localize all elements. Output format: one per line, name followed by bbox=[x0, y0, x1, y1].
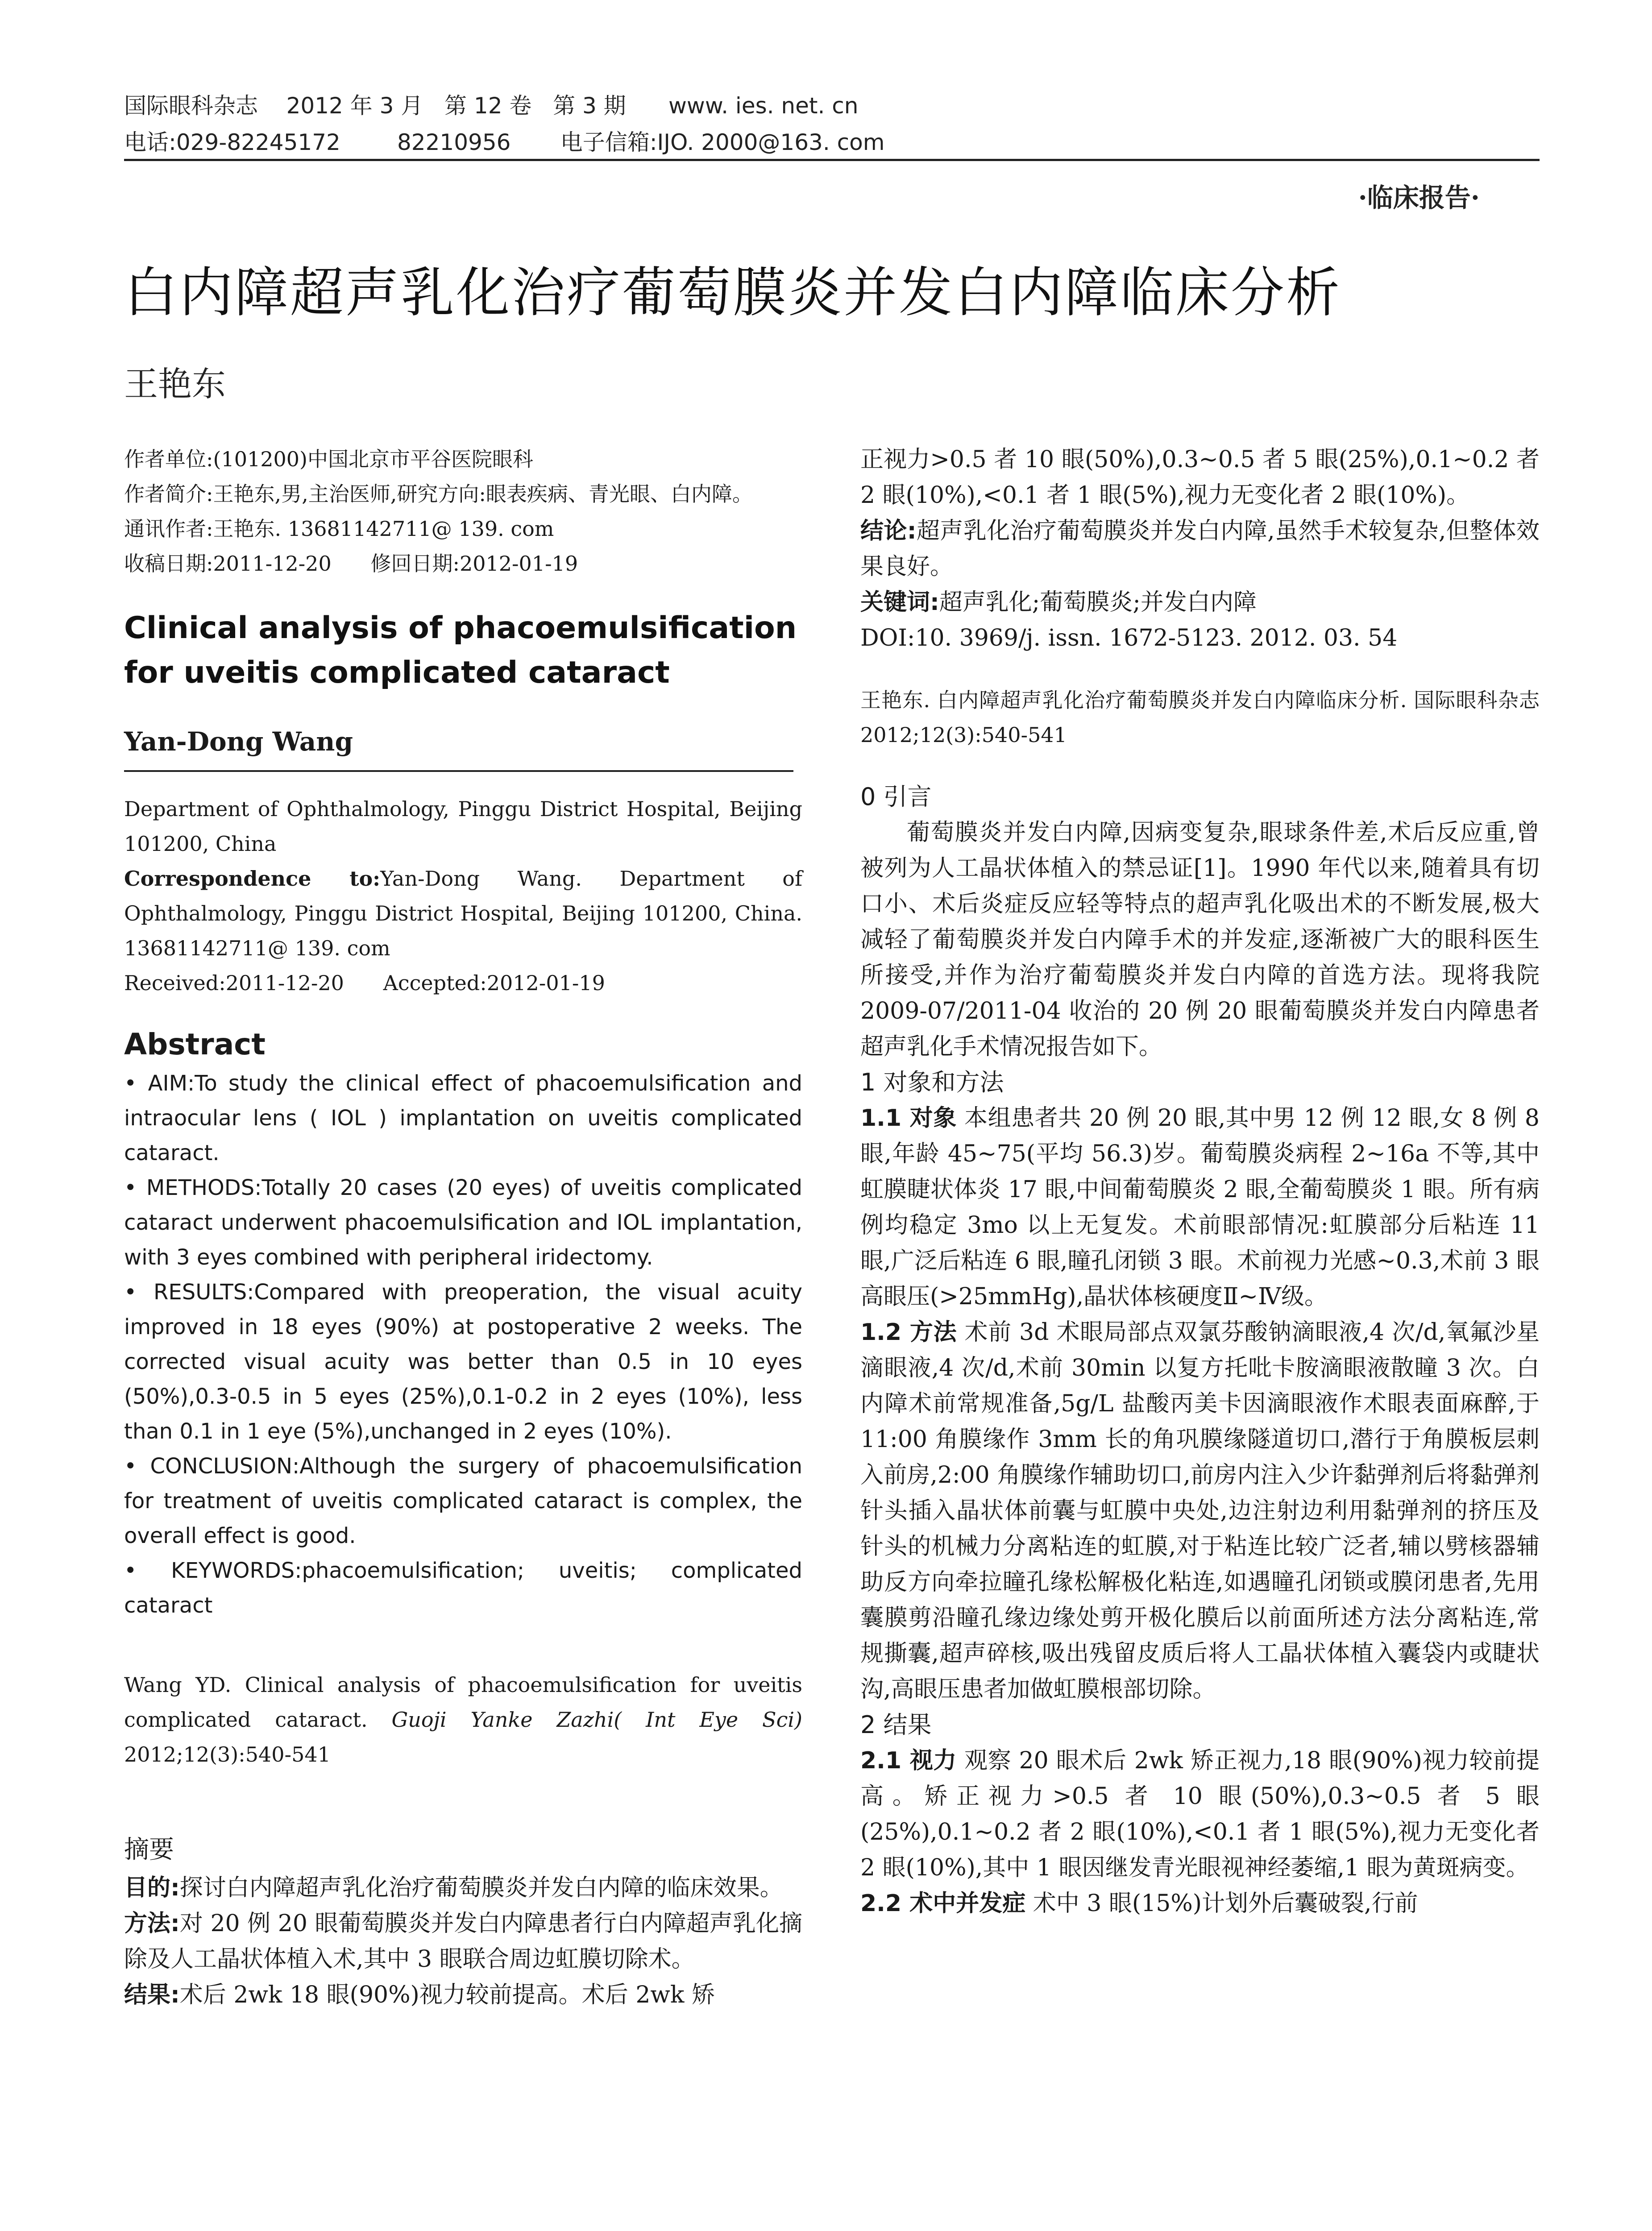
citation-en-journal: Guoji Yanke Zazhi( Int Eye Sci) bbox=[391, 1708, 802, 1732]
affiliation-en: Department of Ophthalmology, Pinggu District Hospital, Beijing 101200, China bbox=[124, 797, 802, 856]
zh-results-b: 正视力>0.5 者 10 眼(50%),0.3~0.5 者 5 眼(25%),0.1~0.2 者 2 眼(10%),<0.1 者 1 眼(5%),视力无变化者 2 眼(10%)。 bbox=[860, 446, 1540, 509]
left-column bbox=[124, 442, 802, 2013]
header-line-2: 电话:029-82245172 82210956 电子信箱:IJO. 2000@163. com bbox=[124, 129, 885, 155]
abstract-conclusion: • CONCLUSION:Although the surgery of phacoemulsification for treatment of uveitis complicated cataract is complex, the overall effect is good. bbox=[124, 1454, 802, 1548]
zh-keywords-text: 超声乳化;葡萄膜炎;并发白内障 bbox=[939, 589, 1257, 616]
author-rule bbox=[124, 770, 793, 772]
corresponding-author: 通讯作者:王艳东. 13681142711@ 139. com bbox=[124, 517, 554, 541]
section-2-2 bbox=[860, 1886, 1540, 1921]
received-dates: 收稿日期:2011-12-20 修回日期:2012-01-19 bbox=[124, 552, 578, 576]
zh-methods-label: 方法: bbox=[124, 1910, 180, 1937]
zh-results-label: 结果: bbox=[124, 1982, 180, 2008]
zh-methods-text: 对 20 例 20 眼葡萄膜炎并发白内障患者行白内障超声乳化摘除及人工晶状体植入术,其中 3 眼联合周边虹膜切除术。 bbox=[124, 1910, 802, 1973]
citation-en-text: Wang YD. Clinical analysis of phacoemulsification for uveitis complicated cataract. bbox=[124, 1673, 802, 1732]
zh-conclusion-label: 结论: bbox=[860, 518, 917, 544]
doi: DOI:10. 3969/j. issn. 1672-5123. 2012. 03. 54 bbox=[860, 625, 1398, 651]
zh-conclusion-text: 超声乳化治疗葡萄膜炎并发白内障,虽然手术较复杂,但整体效果良好。 bbox=[860, 518, 1540, 580]
citation-en bbox=[124, 1667, 802, 1772]
dates-en: Received:2011-12-20 Accepted:2012-01-19 bbox=[124, 971, 605, 995]
section-2-heading: 2 结果 bbox=[860, 1711, 932, 1739]
author-bio: 作者简介:王艳东,男,主治医师,研究方向:眼表疾病、青光眼、白内障。 bbox=[124, 482, 753, 506]
section-2-1-text: 观察 20 眼术后 2wk 矫正视力,18 眼(90%)视力较前提高。矫正视力>0.5 者 10 眼(50%),0.3~0.5 者 5 眼(25%),0.1~0.2 者 2 眼(10%),<0.1 者 1 眼(5%),视力无变化者 2 眼(10%),其中 1 眼因继发青光眼视神经萎缩,1 眼为黄斑病变。 bbox=[860, 1747, 1540, 1881]
abstract-heading: Abstract bbox=[124, 1027, 266, 1062]
section-1-1 bbox=[860, 1100, 1540, 1315]
section-0-paragraph: 葡萄膜炎并发白内障,因病变复杂,眼球条件差,术后反应重,曾被列为人工晶状体植入的禁忌证[1]。1990 年代以来,随着具有切口小、术后炎症反应轻等特点的超声乳化吸出术的不断发展,极大减轻了葡萄膜炎并发白内障手术的并发症,逐渐被广大的眼科医生所接受,并作为治疗葡萄膜炎并发白内障的首选方法。现将我院 2009-07/2011-04 收治的 20 例 20 眼葡萄膜炎并发白内障患者超声乳化手术情况报告如下。 bbox=[860, 819, 1540, 1060]
author-cn: 王艳东 bbox=[124, 364, 226, 404]
article-title-cn: 白内障超声乳化治疗葡萄膜炎并发白内障临床分析 bbox=[124, 262, 1341, 324]
section-1-2-label: 1.2 方法 bbox=[860, 1319, 957, 1346]
citation-en-volume: 2012;12(3):540-541 bbox=[124, 1742, 331, 1767]
article-title-en: Clinical analysis of phacoemulsification for uveitis complicated cataract bbox=[124, 610, 797, 690]
correspondence-label: Correspondence to: bbox=[124, 867, 381, 891]
section-1-1-label: 1.1 对象 bbox=[860, 1105, 957, 1132]
zh-aim-label: 目的: bbox=[124, 1874, 180, 1901]
section-1-2-text: 术前 3d 术眼局部点双氯芬酸钠滴眼液,4 次/d,氧氟沙星滴眼液,4 次/d,术前 30min 以复方托吡卡胺滴眼液散瞳 3 次。白内障术前常规准备,5g/L 盐酸丙美卡因滴眼液作术眼表面麻醉,于 11:00 角膜缘作 3mm 长的角巩膜缘隧道切口,潜行于角膜板层刺入前房,2:00 角膜缘作辅助切口,前房内注入少许黏弹剂后将黏弹剂针头插入晶状体前囊与虹膜中央处,边注射边利用黏弹剂的挤压及针头的机械力分离粘连的虹膜,对于粘连比较广泛者,辅以劈核器辅助反方向牵拉瞳孔缘松解极化粘连,如遇瞳孔闭锁或膜闭患者,先用囊膜剪沿瞳孔缘边缘处剪开极化膜后以前面所述方法分离粘连,常规撕囊,超声碎核,吸出残留皮质后将人工晶状体植入囊袋内或睫状沟,高眼压患者加做虹膜根部切除。 bbox=[860, 1319, 1540, 1703]
section-2-2-label: 2.2 术中并发症 bbox=[860, 1890, 1026, 1917]
header-line-1: 国际眼科杂志 2012 年 3 月 第 12 卷 第 3 期 www. ies. net. cn bbox=[124, 93, 859, 119]
right-column bbox=[860, 442, 1540, 1921]
journal-header bbox=[124, 87, 1534, 161]
author-en: Yan-Dong Wang bbox=[124, 726, 353, 757]
zh-aim-text: 探讨白内障超声乳化治疗葡萄膜炎并发白内障的临床效果。 bbox=[179, 1874, 783, 1901]
section-tag: ·临床报告· bbox=[1358, 182, 1480, 213]
zh-keywords bbox=[860, 585, 1540, 620]
section-2-1 bbox=[860, 1743, 1540, 1886]
section-2-2-text: 术中 3 眼(15%)计划外后囊破裂,行前 bbox=[1033, 1890, 1418, 1917]
correspondence-en bbox=[124, 861, 802, 966]
header-rule bbox=[124, 159, 1540, 161]
author-unit: 作者单位:(101200)中国北京市平谷医院眼科 bbox=[124, 447, 533, 471]
section-0-heading: 0 引言 bbox=[860, 783, 932, 811]
zh-abstract-heading: 摘要 bbox=[124, 1835, 174, 1864]
abstract-aim: • AIM:To study the clinical effect of phacoemulsification and intraocular lens ( IOL ) implantation on uveitis complicated cataract. bbox=[124, 1071, 802, 1165]
zh-results-a bbox=[124, 1977, 802, 2013]
abstract-results: • RESULTS:Compared with preoperation, the visual acuity improved in 18 eyes (90%) at postoperative 2 weeks. The corrected visual acuity was better than 0.5 in 10 eyes (50%),0.3-0.5 in 5 eyes (25%),0.1-0.2 in 2 eyes (10%), less than 0.1 in 1 eye (5%),unchanged in 2 eyes (10%). bbox=[124, 1280, 802, 1444]
zh-keywords-label: 关键词: bbox=[860, 589, 939, 616]
zh-results-text-a: 术后 2wk 18 眼(90%)视力较前提高。术后 2wk 矫 bbox=[179, 1982, 715, 2008]
abstract-methods: • METHODS:Totally 20 cases (20 eyes) of uveitis complicated cataract underwent phacoemulsification and IOL implantation, with 3 eyes combined with peripheral iridectomy. bbox=[124, 1175, 802, 1270]
section-1-heading: 1 对象和方法 bbox=[860, 1068, 1004, 1096]
abstract-keywords: • KEYWORDS:phacoemulsification; uveitis; complicated cataract bbox=[124, 1558, 802, 1618]
section-2-1-label: 2.1 视力 bbox=[860, 1747, 957, 1774]
citation-cn: 王艳东. 白内障超声乳化治疗葡萄膜炎并发白内障临床分析. 国际眼科杂志 2012;12(3):540-541 bbox=[860, 688, 1540, 747]
section-1-2 bbox=[860, 1315, 1540, 1707]
zh-conclusion bbox=[860, 513, 1540, 585]
zh-aim bbox=[124, 1870, 802, 1906]
zh-methods bbox=[124, 1906, 802, 1977]
section-1-1-text: 本组患者共 20 例 20 眼,其中男 12 例 12 眼,女 8 例 8 眼,年龄 45~75(平均 56.3)岁。葡萄膜炎病程 2~16a 不等,其中虹膜睫状体炎 17 眼,中间葡萄膜炎 2 眼,全葡萄膜炎 1 眼。所有病例均稳定 3mo 以上无复发。术前眼部情况:虹膜部分后粘连 11 眼,广泛后粘连 6 眼,瞳孔闭锁 3 眼。术前视力光感~0.3,术前 3 眼高眼压(>25mmHg),晶状体核硬度Ⅱ~Ⅳ级。 bbox=[860, 1105, 1540, 1310]
correspondence-text: Yan-Dong Wang. Department of Ophthalmology, Pinggu District Hospital, Beijing 101200, China. 13681142711@ 139. com bbox=[124, 867, 802, 960]
